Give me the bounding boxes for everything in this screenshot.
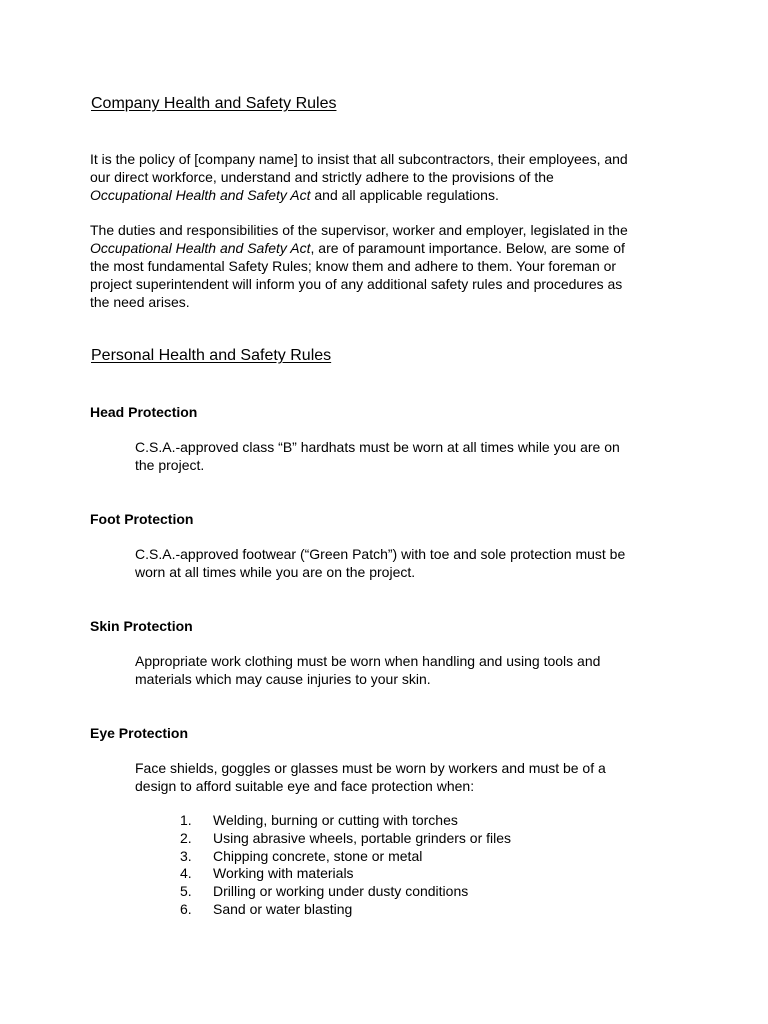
eye-protection-text [135,759,695,795]
intro1-line-3-rest: and all applicable regulations. [310,187,499,203]
list-item-text: Welding, burning or cutting with torches [213,812,458,828]
head-line-1: C.S.A.-approved class “B” hardhats must be worn at all times while you are on [135,439,620,455]
foot-protection-heading: Foot Protection [90,511,194,527]
foot-protection-text [135,545,695,581]
intro2-line-4: project superintendent will inform you of any additional safety rules and procedures as [90,276,623,292]
intro1-line-3 [90,186,690,204]
list-item-number: 4. [180,865,192,882]
list-item-number: 6. [180,900,192,917]
list-item [180,830,511,848]
eye-protection-heading: Eye Protection [90,725,189,741]
list-item [180,848,511,866]
head-protection-text [135,438,695,474]
list-item-text: Sand or water blasting [213,900,353,917]
section-title: Personal Health and Safety Rules [91,347,332,364]
eye-protection-list [180,812,511,919]
intro1-line-2: our direct workforce, understand and strictly adhere to the provisions of the [90,169,554,185]
list-item [180,883,511,901]
list-item [180,812,511,830]
eye-line-2: design to afford suitable eye and face protection when: [135,778,475,794]
intro1-line-1: It is the policy of [company name] to insist that all subcontractors, their employees, and [90,151,628,167]
intro-paragraph-2 [90,221,690,311]
list-item [180,901,511,919]
act-name-italic: Occupational Health and Safety Act [90,240,311,256]
list-item-number: 2. [180,829,192,846]
foot-line-1: C.S.A.-approved footwear (“Green Patch”) with toe and sole protection must be [135,546,626,562]
intro2-line-2-rest: , are of paramount importance. Below, are some of [310,240,625,256]
intro2-line-5: the need arises. [90,294,190,310]
skin-protection-text [135,652,695,688]
intro2-line-1: The duties and responsibilities of the supervisor, worker and employer, legislated in the [90,222,628,238]
intro-paragraph-1 [90,150,690,204]
eye-line-1: Face shields, goggles or glasses must be worn by workers and must be of a [135,760,606,776]
list-item-text: Working with materials [213,865,354,882]
intro2-line-2 [90,239,690,257]
list-item-number: 1. [180,812,192,828]
skin-line-1: Appropriate work clothing must be worn when handling and using tools and [135,653,601,669]
intro2-line-3: the most fundamental Safety Rules; know them and adhere to them. Your foreman or [90,258,617,274]
list-item-text: Using abrasive wheels, portable grinders or files [213,829,512,846]
skin-protection-heading: Skin Protection [90,618,193,634]
list-item-number: 3. [180,847,192,864]
skin-line-2: materials which may cause injuries to your skin. [135,671,431,687]
list-item-number: 5. [180,883,192,900]
act-name-italic: Occupational Health and Safety Act [90,187,311,203]
foot-line-2: worn at all times while you are on the project. [135,564,416,580]
list-item-text: Chipping concrete, stone or metal [213,847,423,864]
head-protection-heading: Head Protection [90,404,198,420]
document-title: Company Health and Safety Rules [91,95,337,112]
list-item-text: Drilling or working under dusty conditions [213,883,469,900]
list-item [180,865,511,883]
head-line-2: the project. [135,457,205,473]
